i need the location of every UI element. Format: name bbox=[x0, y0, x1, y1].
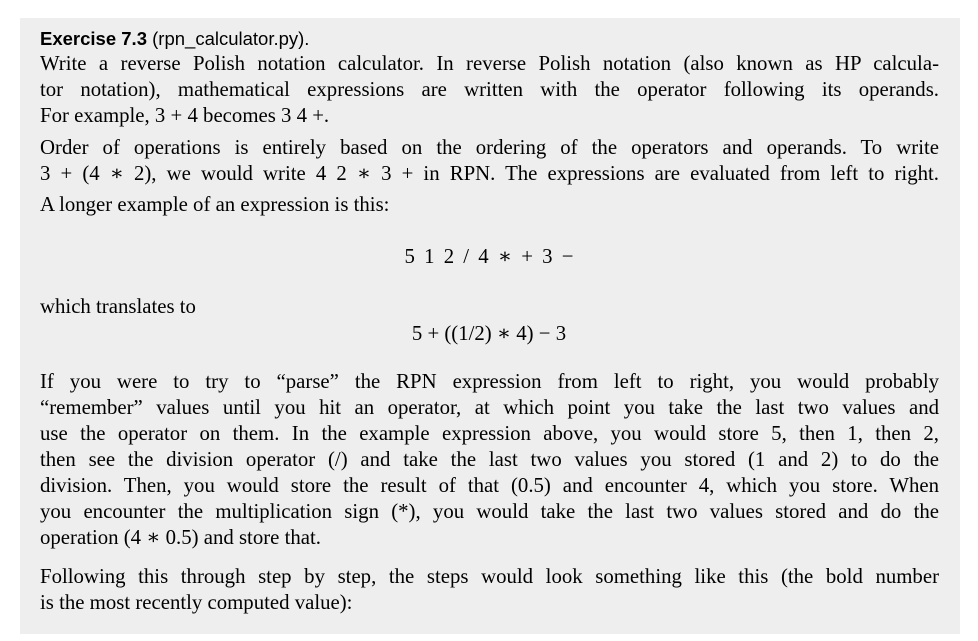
body-line: A longer example of an expression is this: bbox=[40, 193, 390, 216]
body-line: Write a reverse Polish notation calculator. In reverse Polish notation (also known as HP calcula- bbox=[40, 52, 939, 75]
exercise-filename: (rpn_calculator.py). bbox=[152, 28, 310, 49]
body-line: Following this through step by step, the steps would look something like this (the bold number bbox=[40, 565, 939, 588]
rpn-expression: 5 1 2 / 4 ∗ + 3 − bbox=[404, 245, 574, 268]
body-line: “remember” values until you hit an operator, at which point you take the last two values and bbox=[40, 396, 939, 419]
body-line: then see the division operator (/) and take the last two values you stored (1 and 2) to do the bbox=[40, 448, 939, 471]
infix-expression: 5 + ((1/2) ∗ 4) − 3 bbox=[411, 322, 567, 345]
body-line: If you were to try to “parse” the RPN expression from left to right, you would probably bbox=[40, 370, 939, 393]
exercise-label: Exercise 7.3 bbox=[40, 28, 147, 49]
body-line: which translates to bbox=[40, 295, 196, 318]
body-line: is the most recently computed value): bbox=[40, 591, 353, 614]
body-line: division. Then, you would store the result of that (0.5) and encounter 4, which you store. When bbox=[40, 474, 939, 497]
body-line: tor notation), mathematical expressions are written with the operator following its operands. bbox=[40, 78, 939, 101]
body-line: Order of operations is entirely based on the ordering of the operators and operands. To write bbox=[40, 136, 939, 159]
body-line: use the operator on them. In the example expression above, you would store 5, then 1, then 2, bbox=[40, 422, 939, 445]
body-line: 3 + (4 ∗ 2), we would write 4 2 ∗ 3 + in RPN. The expressions are evaluated from left to right. bbox=[40, 162, 939, 185]
exercise-heading bbox=[40, 26, 309, 52]
body-line: For example, 3 + 4 becomes 3 4 +. bbox=[40, 104, 330, 127]
body-line: operation (4 ∗ 0.5) and store that. bbox=[40, 526, 321, 549]
body-line: you encounter the multiplication sign (*), you would take the last two values stored and do the bbox=[40, 500, 939, 523]
